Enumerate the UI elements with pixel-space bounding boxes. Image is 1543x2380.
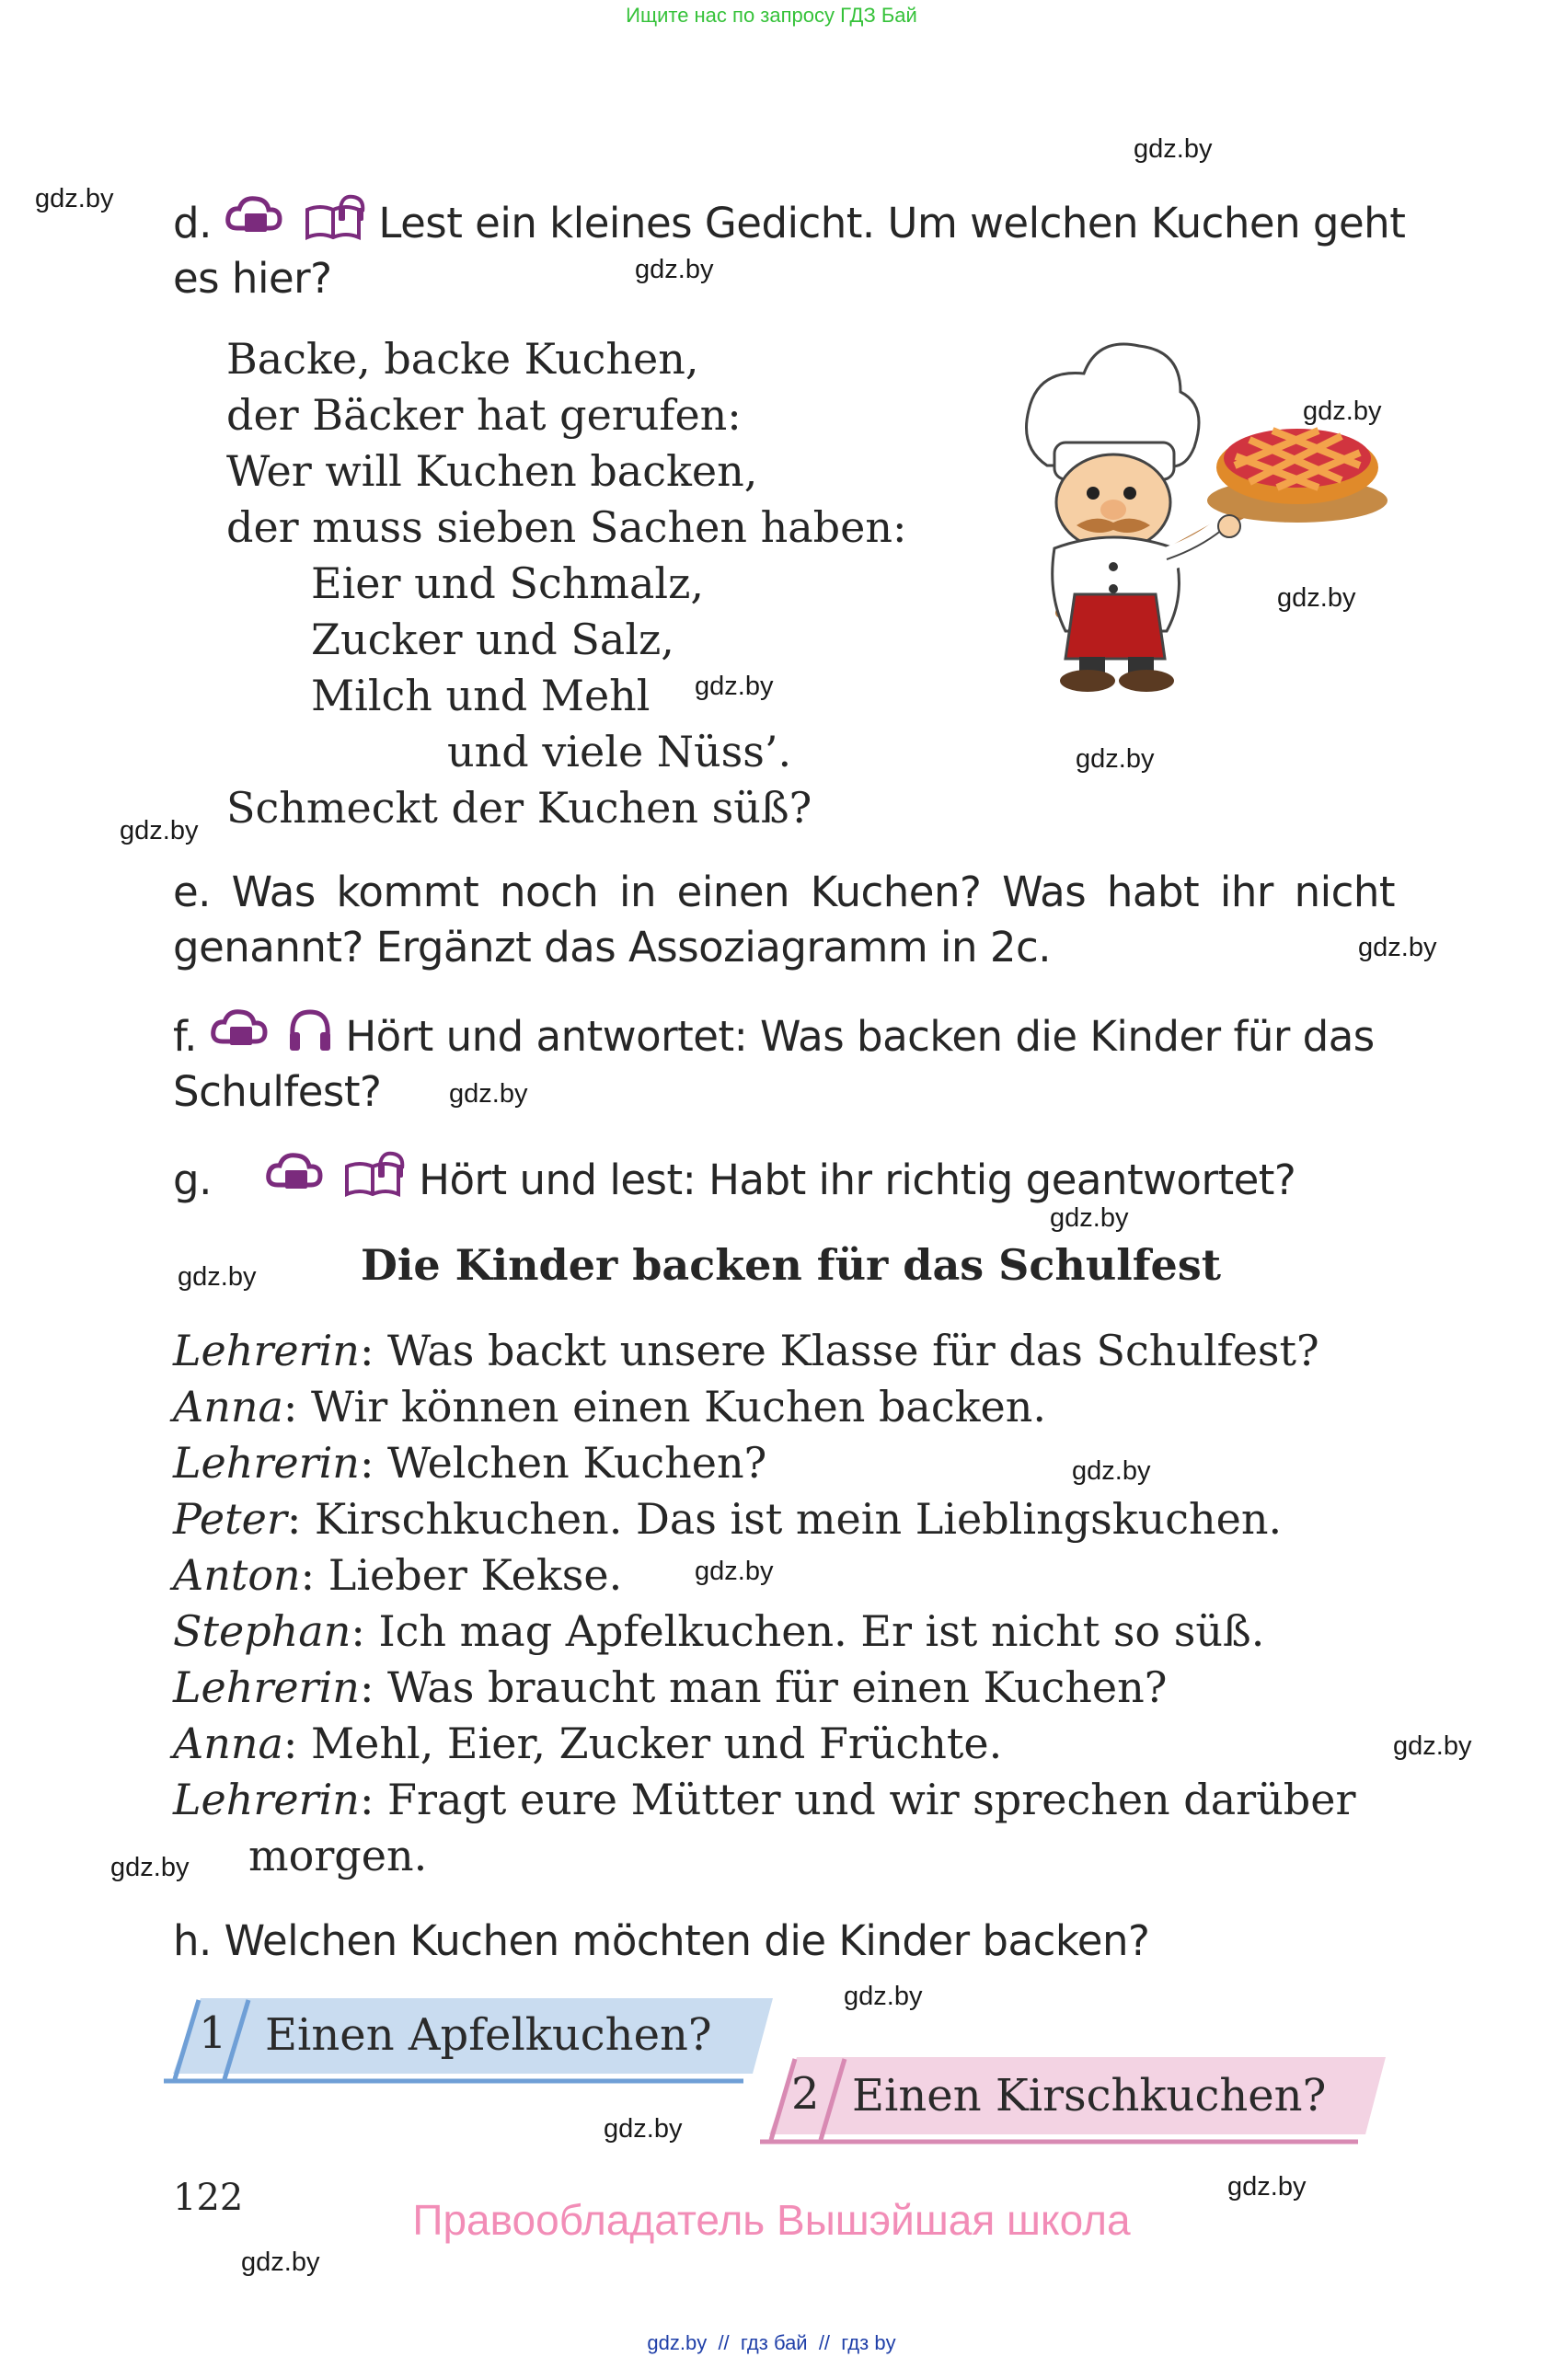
watermark: gdz.by [844,1982,923,2011]
speaker: Lehrerin [173,1662,360,1712]
task-g-text: Hört und lest: Habt ihr richtig geantwortet? [419,1156,1296,1204]
utterance: : Mehl, Eier, Zucker und Früchte. [282,1719,1003,1768]
task-g [173,1148,1406,1208]
dialog-line [173,1491,1480,1547]
watermark: gdz.by [1358,933,1437,962]
poem-line: Backe, backe Kuchen, [226,334,699,384]
dialog-line [173,1323,1480,1379]
book-listen-icon [302,191,366,243]
watermark: gdz.by [1076,744,1155,774]
dialog [173,1323,1480,1884]
answer-number: 1 [199,2007,227,2059]
utterance: : Ich mag Apfelkuchen. Er ist nicht so süß. [351,1606,1265,1656]
headphones-icon [287,1005,333,1056]
speaker: Anton [173,1550,301,1600]
watermark: gdz.by [1303,397,1382,426]
dialog-line [173,1604,1480,1660]
cloud-book-icon [265,1148,329,1200]
watermark: gdz.by [35,184,114,213]
speaker: Anna [173,1719,283,1768]
poem-line: Schmeckt der Kuchen süß? [226,783,812,833]
utterance: : Lieber Kekse. [300,1550,623,1600]
dialog-line [173,1547,1480,1604]
cloud-book-icon [225,191,289,243]
speaker: Lehrerin [173,1438,360,1488]
watermark: gdz.by [1072,1456,1151,1486]
watermark: gdz.by [1227,2172,1307,2202]
answer-text: Einen Apfelkuchen? [265,2009,712,2061]
watermark: gdz.by [695,672,774,701]
task-e [173,865,1395,975]
copyright-holder: Правообладатель Вышэйшая школа [412,2196,1131,2244]
task-e-line2: genannt? Ergänzt das Assoziagramm in 2c. [173,923,1052,972]
speaker: Lehrerin [173,1775,360,1824]
speaker: Lehrerin [173,1326,360,1375]
watermark: gdz.by [695,1557,774,1586]
poem-line: Zucker und Salz, [311,615,674,664]
answer-text: Einen Kirschkuchen? [852,2070,1327,2121]
watermark: gdz.by [1393,1731,1472,1761]
utterance: : Wir können einen Kuchen backen. [282,1382,1046,1431]
task-letter: d. [173,199,212,247]
watermark: gdz.by [635,255,714,284]
cloud-book-icon [210,1005,274,1056]
answer-option-1[interactable] [164,1998,773,2090]
dialog-line [173,1772,1480,1828]
bottom-links[interactable]: gdz.by // гдз бай // гдз by [647,2331,896,2354]
poem-line: Wer will Kuchen backen, [226,446,758,496]
task-letter: f. [173,1012,197,1061]
speaker: Peter [173,1494,287,1544]
task-f-line1: Hört und antwortet: Was backen die Kinder für das [345,1012,1375,1061]
poem-line: und viele Nüss’. [447,727,792,776]
task-e-line1: e. Was kommt noch in einen Kuchen? Was habt ihr nicht [173,868,1395,916]
speaker: Stephan [173,1606,351,1656]
watermark: gdz.by [110,1853,190,1882]
dialog-line [173,1379,1480,1435]
dialog-line [173,1716,1480,1772]
poem-line: Milch und Mehl [311,671,651,720]
task-f [173,1005,1406,1120]
dialog-line [173,1660,1480,1716]
dialog-continuation: morgen. [248,1831,428,1880]
task-h: h. Welchen Kuchen möchten die Kinder backen? [173,1916,1150,1965]
watermark: gdz.by [604,2114,683,2144]
baker-illustration [1010,318,1389,696]
task-d-line2: es hier? [173,254,332,303]
task-letter: g. [173,1156,212,1204]
watermark: gdz.by [1277,583,1356,613]
watermark: gdz.by [178,1262,257,1292]
utterance: : Kirschkuchen. Das ist mein Lieblingskuchen. [286,1494,1283,1544]
watermark: gdz.by [449,1079,528,1109]
dialog-line [173,1435,1480,1491]
poem [226,331,906,836]
utterance: : Was backt unsere Klasse für das Schulfest? [359,1326,1319,1375]
poem-line: der muss sieben Sachen haben: [226,502,907,552]
task-d-line1: Lest ein kleines Gedicht. Um welchen Kuchen geht [378,199,1406,247]
speaker: Anna [173,1382,283,1431]
answer-option-2[interactable] [760,2057,1386,2149]
watermark: gdz.by [1050,1203,1129,1233]
header-note: Ищите нас по запросу ГДЗ Бай [626,4,917,27]
task-f-line2: Schulfest? [173,1067,382,1116]
story-title: Die Kinder backen für das Schulfest [361,1240,1221,1290]
watermark: gdz.by [1134,134,1213,164]
task-d [173,191,1406,306]
poem-line: der Bäcker hat gerufen: [226,390,742,440]
poem-line: Eier und Schmalz, [311,558,704,608]
page-number: 122 [173,2177,244,2219]
watermark: gdz.by [120,816,199,845]
utterance: : Was braucht man für einen Kuchen? [359,1662,1168,1712]
utterance: : Fragt eure Mütter und wir sprechen darüber [359,1775,1356,1824]
watermark: gdz.by [241,2248,320,2277]
answer-number: 2 [791,2068,820,2120]
book-listen-icon [341,1148,406,1200]
utterance: : Welchen Kuchen? [359,1438,767,1488]
